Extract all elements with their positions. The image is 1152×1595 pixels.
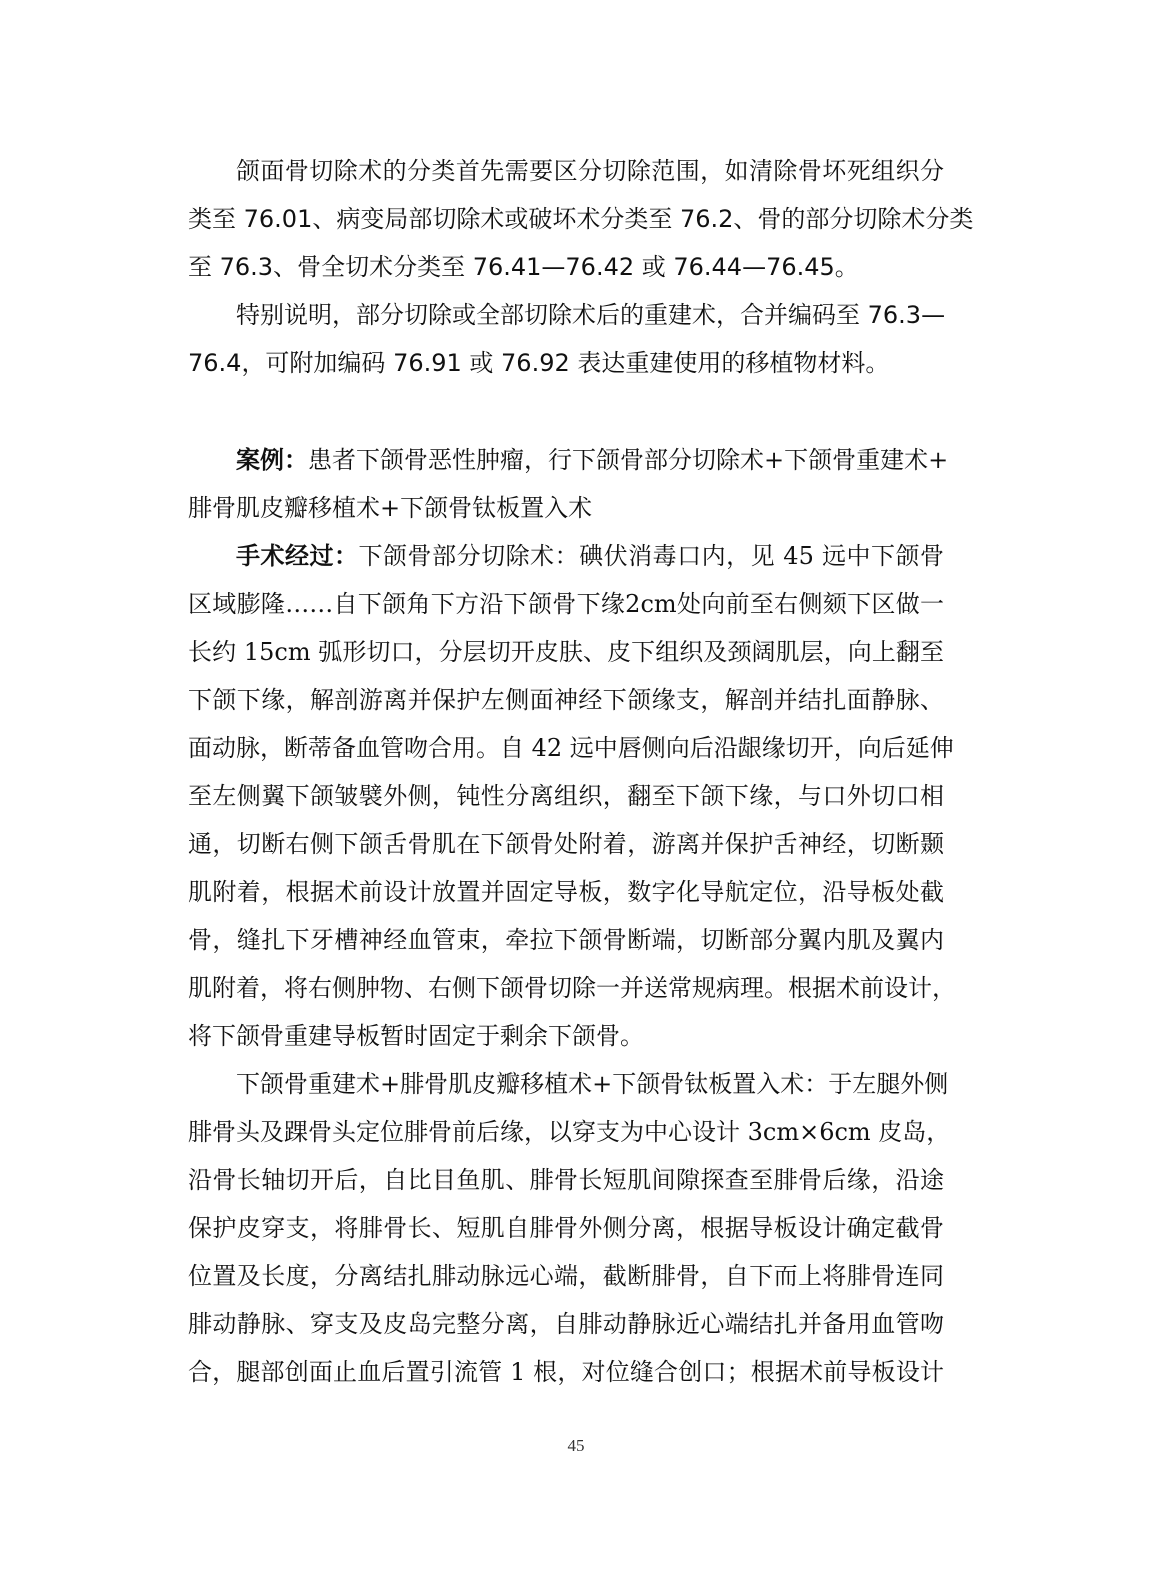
text-line: 骨，缝扎下牙槽神经血管束，牵拉下颌骨断端，切断部分翼内肌及翼内 — [188, 926, 944, 954]
text-line: 长约 15cm 弧形切口，分层切开皮肤、皮下组织及颈阔肌层，向上翻至 — [188, 638, 944, 666]
text-line: 特别说明，部分切除或全部切除术后的重建术，合并编码至 76.3— — [236, 301, 946, 329]
page-number: 45 — [567, 1436, 585, 1455]
text-line: 腓骨肌皮瓣移植术+下颌骨钛板置入术 — [188, 494, 593, 522]
text-line: 通，切断右侧下颌舌骨肌在下颌骨处附着，游离并保护舌神经，切断颞 — [188, 830, 944, 858]
text-line: 肌附着，根据术前设计放置并固定导板，数字化导航定位，沿导板处截 — [188, 878, 944, 906]
case-title-text: 患者下颌骨恶性肿瘤，行下颌骨部分切除术+下颌骨重建术+ — [308, 446, 949, 474]
procedure-text: 下颌骨部分切除术：碘伏消毒口内，见 45 远中下颌骨 — [358, 542, 945, 570]
text-line: 至左侧翼下颌皱襞外侧，钝性分离组织，翻至下颌下缘，与口外切口相 — [188, 782, 944, 810]
text-line: 保护皮穿支，将腓骨长、短肌自腓骨外侧分离，根据导板设计确定截骨 — [188, 1214, 944, 1242]
text-line: 76.4，可附加编码 76.91 或 76.92 表达重建使用的移植物材料。 — [188, 349, 890, 377]
text-line: 沿骨长轴切开后，自比目鱼肌、腓骨长短肌间隙探查至腓骨后缘，沿途 — [188, 1166, 944, 1194]
text-line: 颌面骨切除术的分类首先需要区分切除范围，如清除骨坏死组织分 — [236, 157, 944, 185]
text-line — [236, 541, 944, 571]
text-line: 将下颌骨重建导板暂时固定于剩余下颌骨。 — [188, 1022, 644, 1050]
text-line: 腓动静脉、穿支及皮岛完整分离，自腓动静脉近心端结扎并备用血管吻 — [188, 1310, 944, 1338]
text-line: 下颌下缘，解剖游离并保护左侧面神经下颌缘支，解剖并结扎面静脉、 — [188, 686, 944, 714]
text-line: 合，腿部创面止血后置引流管 1 根，对位缝合创口；根据术前导板设计 — [188, 1358, 944, 1386]
text-line: 至 76.3、骨全切术分类至 76.41—76.42 或 76.44—76.45。 — [188, 253, 859, 281]
text-line: 区域膨隆……自下颌角下方沿下颌骨下缘2cm处向前至右侧颏下区做一 — [188, 590, 944, 618]
text-line: 类至 76.01、病变局部切除术或破坏术分类至 76.2、骨的部分切除术分类 — [188, 205, 974, 233]
case-label: 案例： — [236, 445, 308, 474]
text-line: 位置及长度，分离结扎腓动脉远心端，截断腓骨，自下而上将腓骨连同 — [188, 1262, 944, 1290]
text-line: 下颌骨重建术+腓骨肌皮瓣移植术+下颌骨钛板置入术：于左腿外侧 — [236, 1070, 949, 1098]
text-line: 肌附着，将右侧肿物、右侧下颌骨切除一并送常规病理。根据术前设计， — [188, 974, 956, 1002]
procedure-label: 手术经过： — [236, 541, 359, 570]
text-line — [236, 445, 949, 475]
text-line: 面动脉，断蒂备血管吻合用。自 42 远中唇侧向后沿龈缘切开，向后延伸 — [188, 734, 954, 762]
text-line: 腓骨头及踝骨头定位腓骨前后缘，以穿支为中心设计 3cm×6cm 皮岛， — [188, 1118, 951, 1146]
